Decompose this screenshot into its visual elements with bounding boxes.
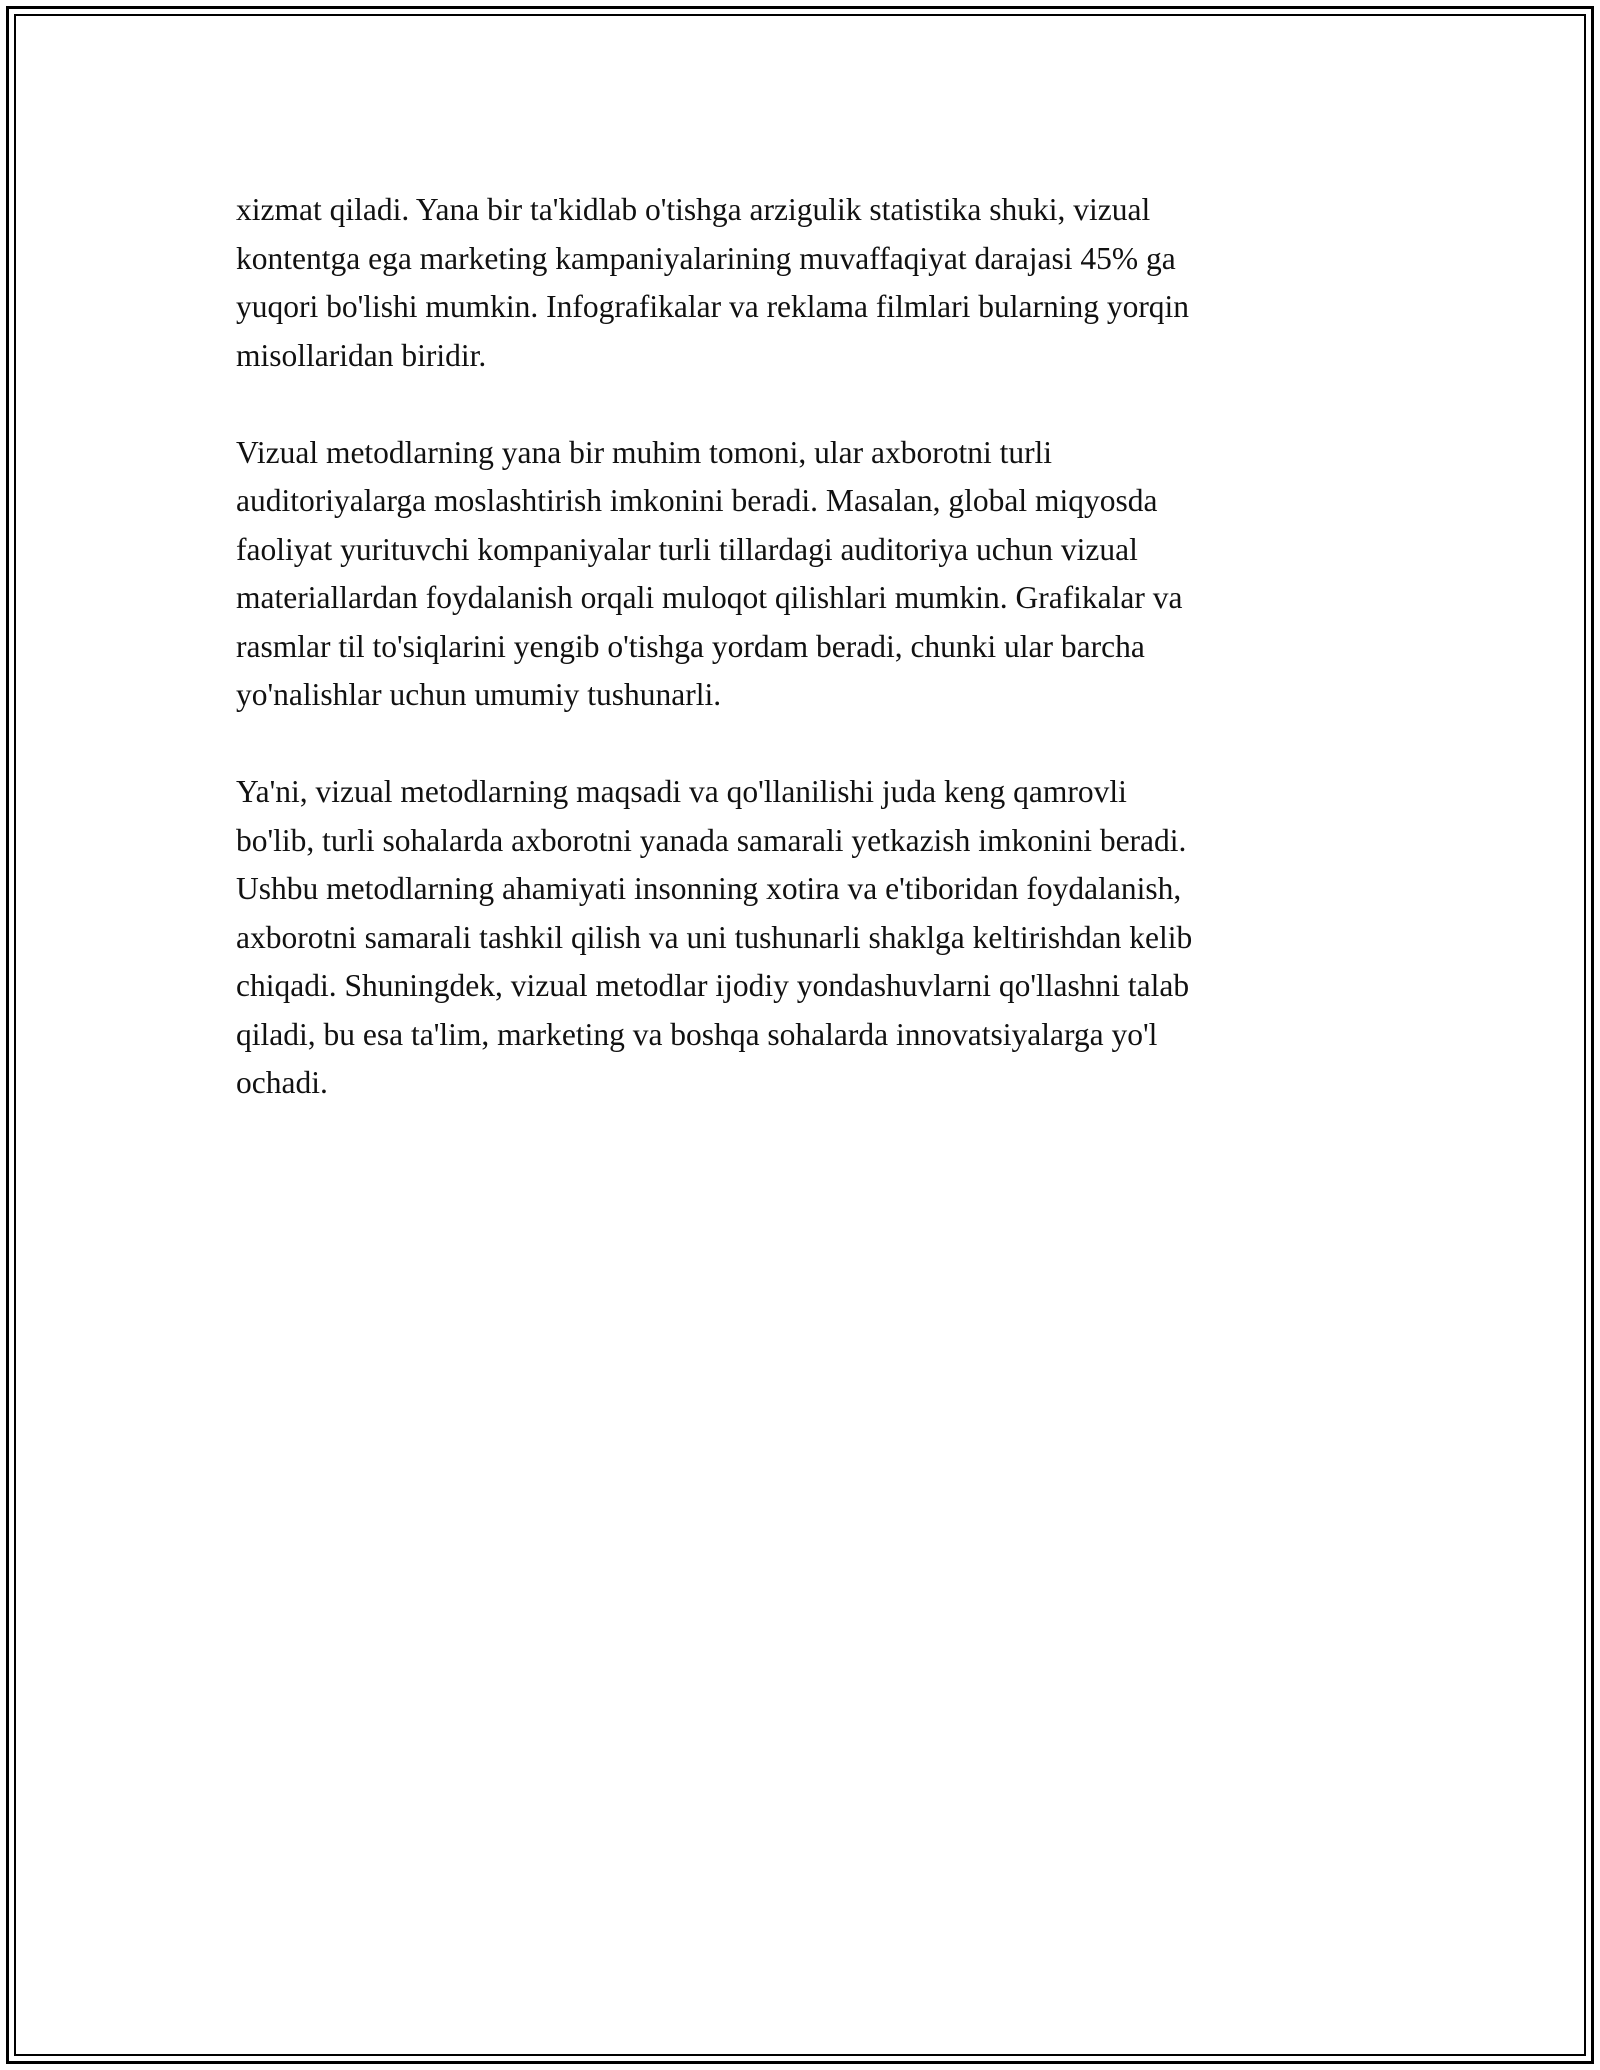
text-line: kontentga ega marketing kampaniyalarining muvaffaqiyat darajasi 45% ga bbox=[236, 240, 1176, 276]
text-line: yo'nalishlar uchun umumiy tushunarli. bbox=[236, 677, 722, 712]
text-line: misollaridan biridir. bbox=[236, 337, 487, 373]
text-line: ochadi. bbox=[236, 1065, 328, 1100]
paragraph-2 bbox=[236, 429, 1366, 720]
text-line: faoliyat yurituvchi kompaniyalar turli tillardagi auditoriya uchun vizual bbox=[236, 531, 1138, 567]
text-line: rasmlar til to'siqlarini yengib o'tishga yordam beradi, chunki ular barcha bbox=[236, 628, 1145, 664]
text-line: materiallardan foydalanish orqali muloqot qilishlari mumkin. Grafikalar va bbox=[236, 580, 1183, 615]
text-line: Ushbu metodlarning ahamiyati insonning xotira va e'tiboridan foydalanish, bbox=[236, 871, 1182, 906]
paragraph-1 bbox=[236, 186, 1366, 380]
text-line: yuqori bo'lishi mumkin. Infografikalar va reklama filmlari bularning yorqin bbox=[236, 289, 1190, 324]
text-line: Ya'ni, vizual metodlarning maqsadi va qo'llanilishi juda keng qamrovli bbox=[236, 774, 1127, 809]
text-line: qiladi, bu esa ta'lim, marketing va boshqa sohalarda innovatsiyalarga yo'l bbox=[236, 1016, 1158, 1052]
text-line: auditoriyalarga moslashtirish imkonini beradi. Masalan, global miqyosda bbox=[236, 483, 1158, 518]
text-line: Vizual metodlarning yana bir muhim tomoni, ular axborotni turli bbox=[236, 434, 1053, 470]
document-body bbox=[236, 186, 1366, 1156]
text-line: bo'lib, turli sohalarda axborotni yanada samarali yetkazish imkonini beradi. bbox=[236, 822, 1187, 858]
paragraph-3 bbox=[236, 768, 1366, 1108]
text-line: chiqadi. Shuningdek, vizual metodlar ijodiy yondashuvlarni qo'llashni talab bbox=[236, 968, 1190, 1003]
text-line: axborotni samarali tashkil qilish va uni tushunarli shaklga keltirishdan kelib bbox=[236, 919, 1193, 955]
text-line: xizmat qiladi. Yana bir ta'kidlab o'tishga arzigulik statistika shuki, vizual bbox=[236, 192, 1151, 227]
